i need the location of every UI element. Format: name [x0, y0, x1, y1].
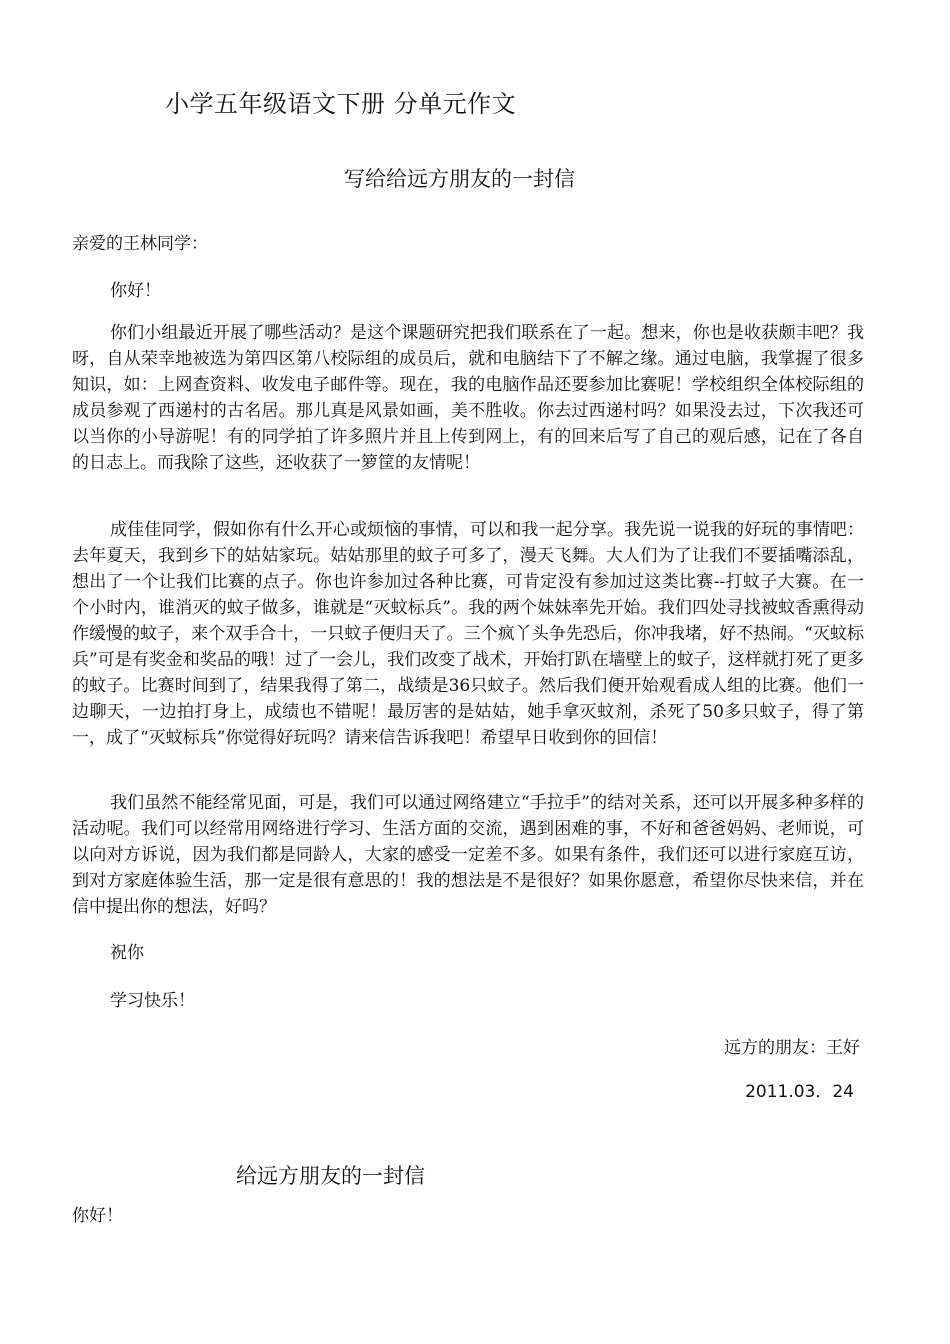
document-header-title: 小学五年级语文下册 分单元作文 — [165, 90, 517, 118]
letter-paragraph-3: 我们虽然不能经常见面，可是，我们可以通过网络建立“手拉手”的结对关系，还可以开展多种多样的活动呢。我们可以经常用网络进行学习、生活方面的交流，遇到困难的事，不好和爸爸妈妈、老师说，可以向对方诉说，因为我们都是同龄人，大家的感受一定差不多。如果有条件，我们还可以进行家庭互访，到对方家庭体验生活，那一定是很有意思的！我的想法是不是很好？如果你愿意，希望你尽快来信，并在信中提出你的想法，好吗？ — [72, 793, 864, 917]
second-letter-title: 给远方朋友的一封信 — [236, 1164, 425, 1188]
letter-greeting: 你好！ — [110, 281, 161, 301]
second-letter-greeting: 你好！ — [72, 1206, 123, 1226]
letter-closing-blessing: 学习快乐！ — [110, 991, 195, 1011]
letter-paragraph-2: 成佳佳同学，假如你有什么开心或烦恼的事情，可以和我一起分享。我先说一说我的好玩的事情吧：去年夏天，我到乡下的姑姑家玩。姑姑那里的蚊子可多了，漫天飞舞。大人们为了让我们不要插嘴添乱，想出了一个让我们比赛的点子。你也许参加过各种比赛，可肯定没有参加过这类比赛--打蚊子大赛。在一个小时内，谁消灭的蚊子做多，谁就是“灭蚊标兵”。我的两个妹妹率先开始。我们四处寻找被蚊香熏得动作缓慢的蚊子，来个双手合十，一只蚊子便归天了。三个疯丫头争先恐后，你冲我堵，好不热闹。“灭蚊标兵”可是有奖金和奖品的哦！过了一会儿，我们改变了战术，开始打趴在墙壁上的蚊子，这样就打死了更多的蚊子。比赛时间到了，结果我得了第二，战绩是36只蚊子。然后我们便开始观看成人组的比赛。他们一边聊天，一边拍打身上，成绩也不错呢！最厉害的是姑姑，她手拿灭蚊剂，杀死了50多只蚊子，得了第一，成了“灭蚊标兵”你觉得好玩吗？请来信告诉我吧！希望早日收到你的回信！ — [72, 520, 864, 748]
letter-closing-wish: 祝你 — [110, 943, 144, 963]
letter-title: 写给给远方朋友的一封信 — [344, 167, 575, 191]
letter-salutation: 亲爱的王林同学： — [72, 234, 208, 254]
letter-signature: 远方的朋友：王好 — [724, 1038, 860, 1058]
letter-date: 2011.03．24 — [745, 1082, 854, 1102]
letter-paragraph-1: 你们小组最近开展了哪些活动？是这个课题研究把我们联系在了一起。想来，你也是收获颇丰吧？我呀，自从荣幸地被选为第四区第八校际组的成员后，就和电脑结下了不解之缘。通过电脑，我掌握了很多知识，如：上网查资料、收发电子邮件等。现在，我的电脑作品还要参加比赛呢！学校组织全体校际组的成员参观了西递村的古名居。那儿真是风景如画，美不胜收。你去过西递村吗？如果没去过，下次我还可以当你的小导游呢！有的同学拍了许多照片并且上传到网上，有的回来后写了自己的观后感，记在了各自的日志上。而我除了这些，还收获了一箩筐的友情呢！ — [72, 323, 864, 473]
